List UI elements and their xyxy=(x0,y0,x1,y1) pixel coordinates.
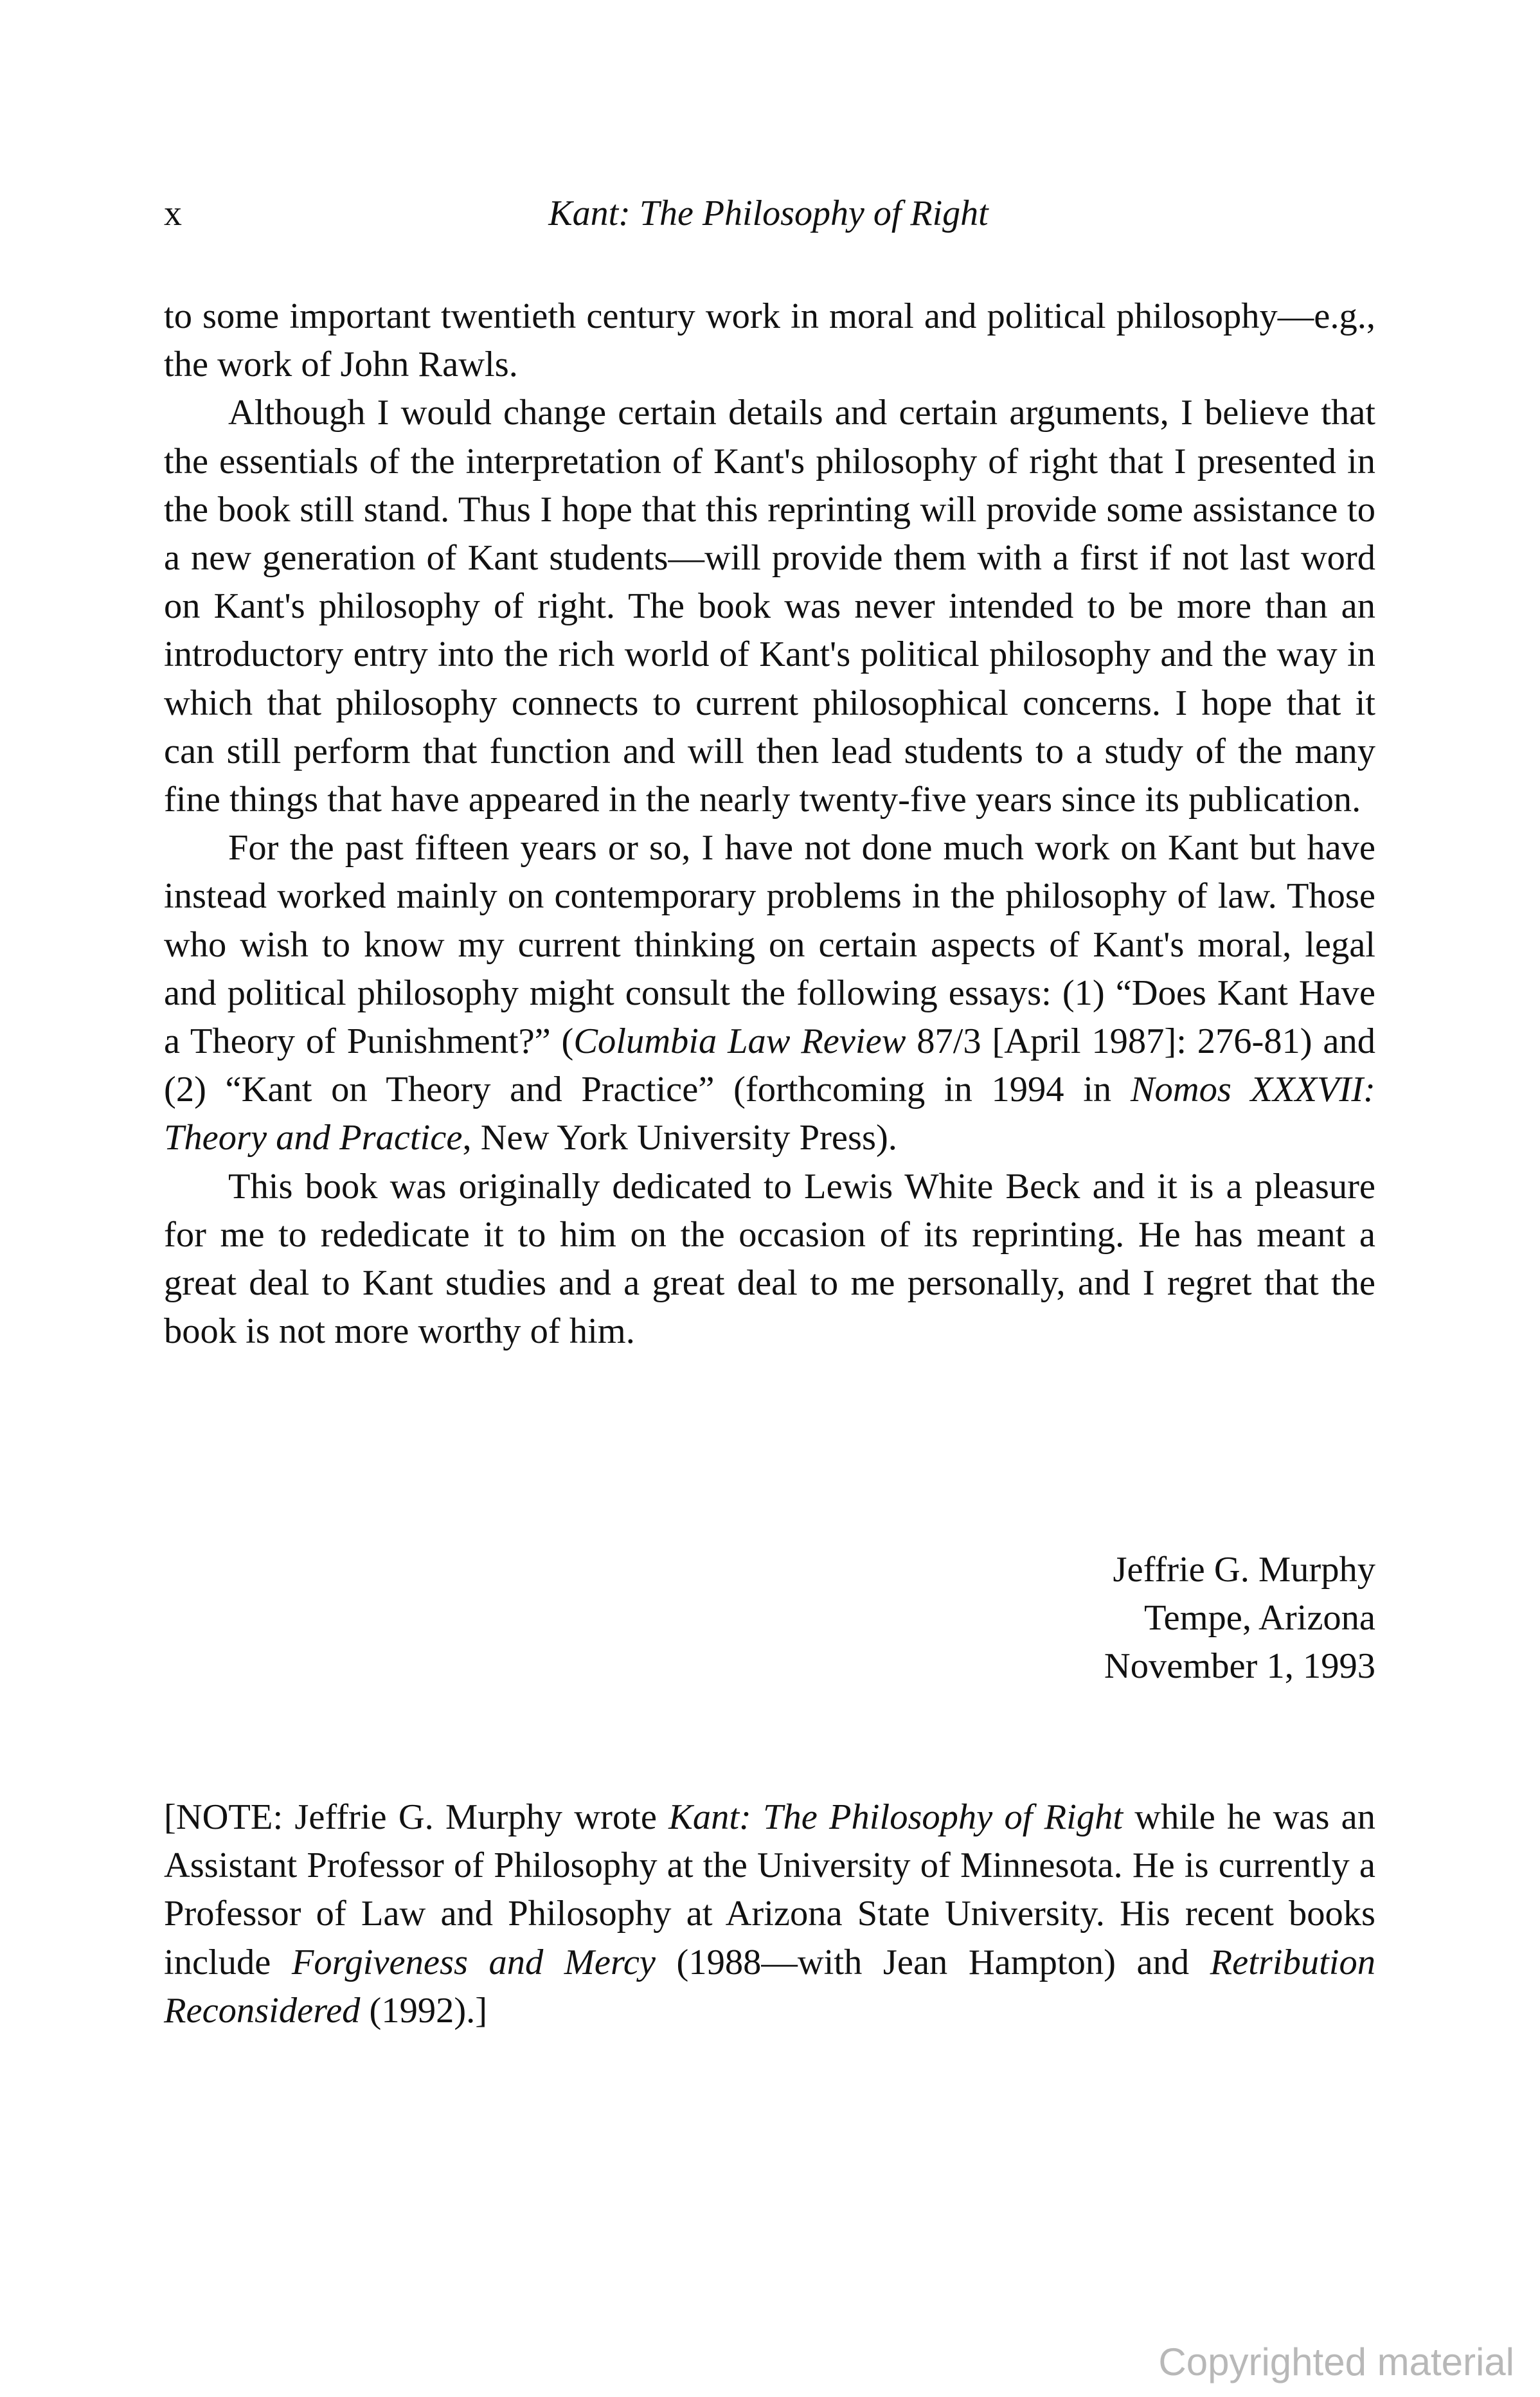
copyright-watermark: Copyrighted material xyxy=(1158,2340,1514,2384)
editorial-note xyxy=(164,1793,1375,2035)
text-run: This book was originally dedicated to Lewis White Beck and it is a pleasure for me to rededicate it to him on the occasion of its reprinting. He has meant a great deal to Kant studies and a great deal to me personally, and I regret that the book is not more worthy of him. xyxy=(164,1166,1375,1352)
text-run: For the past fifteen years or so, I have not done much work on Kant but have instead worked mainly on contemporary problems in the philosophy of law. Those who wish to know my current thinking on certain aspects of Kant's moral, legal and political philosophy might consult the following essays: (1) “Does Kant Have a Theory of Punishment?” ( xyxy=(164,828,1375,1062)
running-title: Kant: The Philosophy of Right xyxy=(548,193,989,233)
text-run: 87/3 [April 1987]: 276-81) and (2) “Kant on Theory and Practice” (forthcoming in 1994 in xyxy=(164,1021,1375,1110)
text-run: (1988—with Jean Hampton) and xyxy=(656,1942,1210,1982)
book-title: Forgiveness and Mercy xyxy=(291,1942,656,1982)
paragraph xyxy=(164,292,1375,389)
paragraph xyxy=(164,824,1375,1162)
body-text xyxy=(164,292,1375,1356)
book-title: Kant: The Philosophy of Right xyxy=(668,1797,1124,1837)
date: November 1, 1993 xyxy=(1104,1646,1375,1687)
text-run: to some important twentieth century work in moral and political philosophy—e.g., the work of John Rawls. xyxy=(164,296,1375,385)
running-head xyxy=(164,193,1373,244)
paragraph xyxy=(164,1163,1375,1356)
author-name: Jeffrie G. Murphy xyxy=(1113,1550,1375,1590)
text-run: while he was an Assistant Professor of Philosophy at the University of Minnesota. He is currently a Professor of Law and Philosophy at Arizona State University. His recent books include xyxy=(164,1797,1375,1982)
text-run: (1992).] xyxy=(360,1990,488,2031)
signature-block xyxy=(1104,1546,1375,1691)
text-run: Although I would change certain details and certain arguments, I believe that the essentials of the interpretation of Kant's philosophy of right that I presented in the book still stand. Thus I hope that this reprinting will provide some assistance to a new generation of Kant students—will provide them with a first if not last word on Kant's philosophy of right. The book was never intended to be more than an introductory entry into the rich world of Kant's political philosophy and the way in which that philosophy connects to current philosophical concerns. I hope that it can still perform that function and will then lead students to a study of the many fine things that have appeared in the nearly twenty-five years since its publication. xyxy=(164,393,1375,820)
text-run: [NOTE: Jeffrie G. Murphy wrote xyxy=(164,1797,669,1837)
book-title: Nomos XXXVII: Theory and Practice xyxy=(164,1070,1375,1158)
journal-title: Columbia Law Review xyxy=(573,1021,906,1062)
place: Tempe, Arizona xyxy=(1143,1598,1375,1638)
paragraph xyxy=(164,389,1375,824)
page-number: x xyxy=(164,193,182,233)
note-paragraph xyxy=(164,1793,1375,2035)
book-title: Retribution Reconsidered xyxy=(164,1942,1375,2031)
text-run: , New York University Press). xyxy=(462,1118,897,1158)
